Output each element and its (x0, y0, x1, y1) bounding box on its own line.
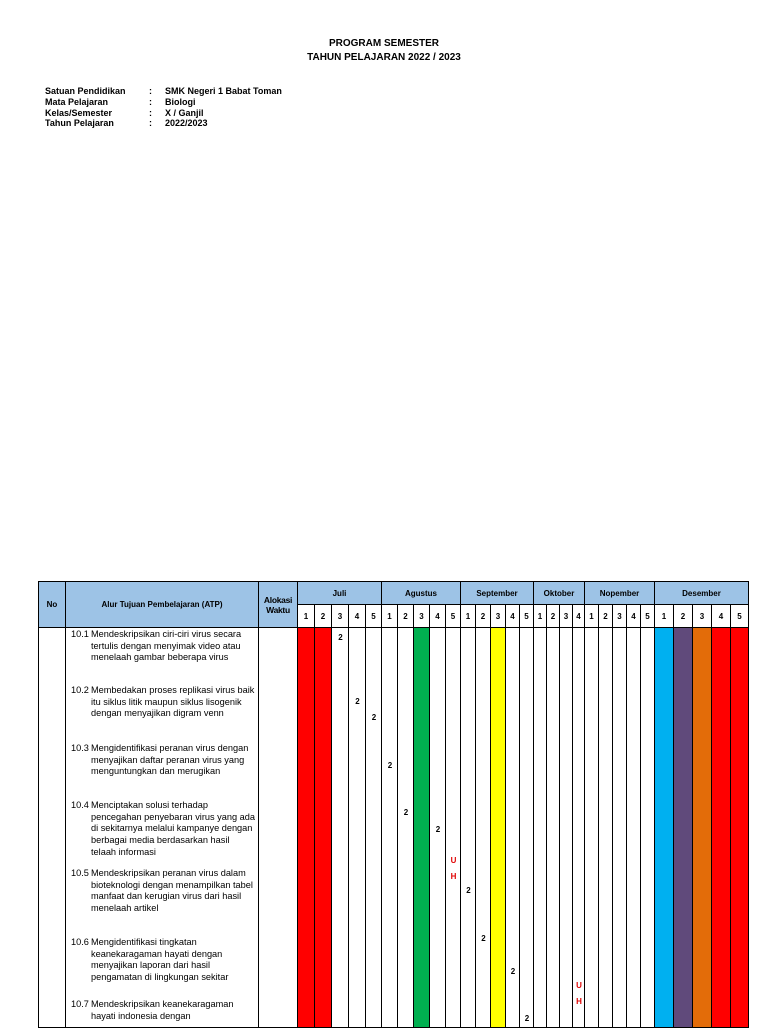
week-header: 2 (674, 605, 693, 628)
week-cell (315, 628, 332, 1028)
month-header-september: September (461, 582, 534, 605)
week-header: 4 (349, 605, 366, 628)
page-subtitle: TAHUN PELAJARAN 2022 / 2023 (307, 52, 461, 63)
week-cell (414, 628, 430, 1028)
week-header: 5 (520, 605, 534, 628)
no-cell (39, 628, 66, 1028)
week-header: 4 (430, 605, 446, 628)
week-header: 1 (655, 605, 674, 628)
allocation-mark: 2 (338, 633, 343, 642)
week-cell (398, 628, 414, 1028)
allocation-mark: 2 (403, 808, 409, 817)
week-cell (627, 628, 641, 1028)
semester-program-table (38, 581, 749, 1028)
week-cell (446, 628, 461, 1028)
month-header-desember: Desember (655, 582, 749, 605)
week-cell (332, 628, 349, 1028)
atp-number: 10.2 (71, 685, 89, 695)
alokasi-cell (259, 628, 298, 1028)
week-cell (560, 628, 573, 1028)
atp-number: 10.6 (71, 937, 89, 947)
allocation-mark: 2 (387, 761, 393, 770)
info-value: Biologi (165, 97, 196, 107)
week-header: 1 (585, 605, 599, 628)
allocation-mark: 2 (510, 967, 516, 976)
info-colon: : (149, 118, 152, 128)
week-cell (613, 628, 627, 1028)
week-header: 3 (491, 605, 506, 628)
week-header: 2 (599, 605, 613, 628)
uh-letter: H (450, 872, 457, 881)
allocation-mark: 2 (466, 886, 471, 895)
allocation-mark: 2 (371, 713, 377, 722)
week-cell (547, 628, 560, 1028)
info-colon: : (149, 97, 152, 107)
info-value: SMK Negeri 1 Babat Toman (165, 86, 282, 96)
uh-mark (445, 853, 463, 885)
week-header: 5 (731, 605, 749, 628)
week-header: 3 (332, 605, 349, 628)
week-cell (476, 628, 491, 1028)
info-label: Kelas/Semester (45, 108, 113, 118)
week-cell (585, 628, 599, 1028)
month-header-nopember: Nopember (585, 582, 655, 605)
uh-letter: U (450, 856, 457, 865)
info-value: 2022/2023 (165, 118, 208, 128)
week-cell (534, 628, 547, 1028)
week-header: 4 (506, 605, 520, 628)
allocation-mark: 2 (481, 934, 486, 943)
month-header-oktober: Oktober (534, 582, 585, 605)
week-header: 2 (547, 605, 560, 628)
week-header: 3 (613, 605, 627, 628)
week-cell (382, 628, 398, 1028)
week-header: 1 (534, 605, 547, 628)
week-cell (349, 628, 366, 1028)
week-header: 1 (298, 605, 315, 628)
atp-number: 10.7 (71, 999, 89, 1009)
info-label: Satuan Pendidikan (45, 86, 126, 96)
week-header: 4 (627, 605, 641, 628)
week-header: 3 (414, 605, 430, 628)
week-header: 4 (712, 605, 731, 628)
atp-text: Mendeskripsikan peranan virus dalam bioteknologi dengan menampilkan tabel manfaat dan kerugian virus dari hasil menelaah artikel (91, 868, 253, 914)
uh-letter: H (576, 997, 582, 1006)
week-cell (674, 628, 693, 1028)
month-header-juli: Juli (298, 582, 382, 605)
week-cell (731, 628, 749, 1028)
week-header: 1 (461, 605, 476, 628)
atp-text: Mengidentifikasi tingkatan keanekaragaman hayati dengan menyajikan laporan dari hasil pengamatan di lingkungan sekitar (91, 937, 229, 983)
allocation-mark: 2 (524, 1014, 530, 1023)
info-colon: : (149, 86, 152, 96)
week-header: 3 (560, 605, 573, 628)
atp-number: 10.4 (71, 800, 89, 810)
week-cell (712, 628, 731, 1028)
atp-text: Membedakan proses replikasi virus baik itu siklus litik maupun siklus lisogenik dengan menyajikan digram venn (91, 685, 255, 719)
week-header: 3 (693, 605, 712, 628)
week-cell (573, 628, 585, 1028)
atp-text: Mendeskripsikan keanekaragaman hayati indonesia dengan (91, 999, 234, 1021)
uh-letter: U (576, 981, 582, 990)
month-header-agustus: Agustus (382, 582, 461, 605)
col-header-no: No (39, 582, 66, 628)
week-header: 1 (382, 605, 398, 628)
atp-text: Mengidentifikasi peranan virus dengan menyajikan daftar peranan virus yang menguntungkan dan merugikan (91, 743, 249, 777)
week-header: 2 (476, 605, 491, 628)
col-header-atp: Alur Tujuan Pembelajaran (ATP) (66, 582, 259, 628)
allocation-mark: 2 (355, 697, 360, 706)
uh-mark (570, 978, 588, 1010)
atp-number: 10.3 (71, 743, 89, 753)
week-cell (461, 628, 476, 1028)
week-cell (298, 628, 315, 1028)
week-cell (693, 628, 712, 1028)
atp-text: Mendeskripsikan ciri-ciri virus secara tertulis dengan menyimak video atau menelaah gambar beberapa virus (91, 629, 242, 663)
info-colon: : (149, 108, 152, 118)
week-header: 4 (573, 605, 585, 628)
info-label: Tahun Pelajaran (45, 118, 114, 128)
week-header: 2 (315, 605, 332, 628)
atp-cell (66, 628, 259, 1028)
allocation-mark: 2 (435, 825, 441, 834)
week-header: 5 (641, 605, 655, 628)
page-title: PROGRAM SEMESTER (328, 38, 439, 49)
week-header: 5 (366, 605, 382, 628)
info-value: X / Ganjil (165, 108, 204, 118)
info-label: Mata Pelajaran (45, 97, 109, 107)
week-header: 5 (446, 605, 461, 628)
week-cell (366, 628, 382, 1028)
week-cell (655, 628, 674, 1028)
col-header-alokasi: Alokasi Waktu (259, 582, 298, 628)
atp-number: 10.5 (71, 868, 89, 878)
week-header: 2 (398, 605, 414, 628)
week-cell (641, 628, 655, 1028)
atp-number: 10.1 (71, 629, 89, 639)
week-cell (599, 628, 613, 1028)
atp-text: Menciptakan solusi terhadap pencegahan penyebaran virus yang ada di sekitarnya melalui kampanye dengan berbagai media berdasarkan hasil telaah informasi (91, 800, 255, 857)
